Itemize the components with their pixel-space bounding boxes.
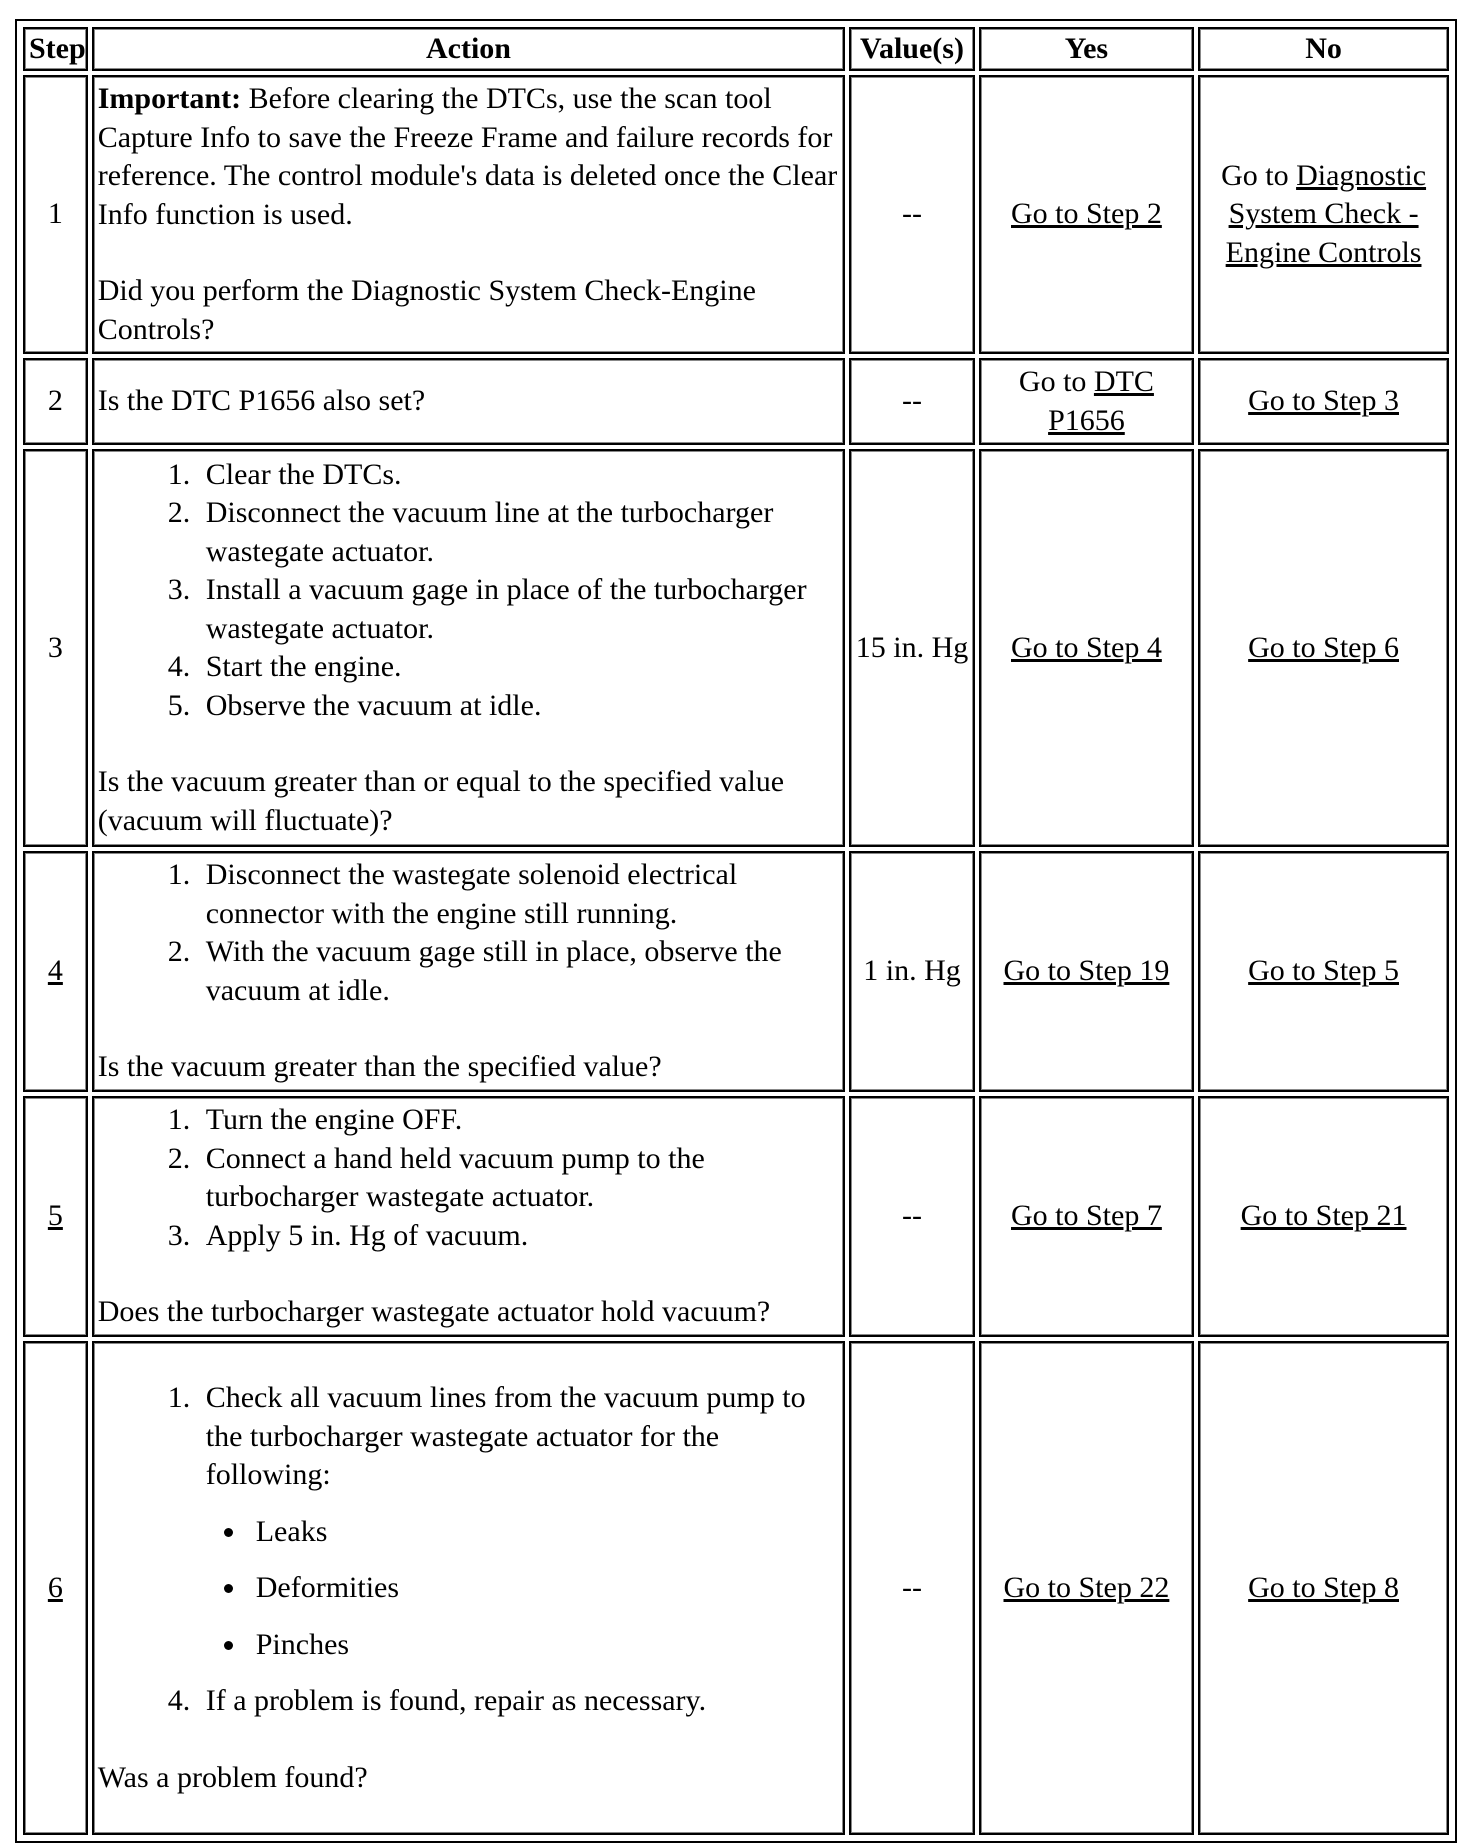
action-cell bbox=[92, 75, 846, 354]
table-row bbox=[23, 851, 1449, 1092]
step-number: 1 bbox=[23, 75, 88, 354]
important-note bbox=[98, 80, 840, 234]
table-row bbox=[23, 75, 1449, 354]
question-text: Does the turbocharger wastegate actuator hold vacuum? bbox=[97, 1295, 771, 1329]
no-cell bbox=[1198, 851, 1449, 1092]
header-values: Value(s) bbox=[849, 27, 974, 71]
yes-cell bbox=[979, 1096, 1194, 1337]
no-cell bbox=[1198, 1096, 1449, 1337]
value-cell: -- bbox=[849, 1096, 974, 1337]
action-cell bbox=[92, 851, 846, 1092]
list-item: 1. Disconnect the wastegate solenoid electrical connector with the engine still running. bbox=[198, 856, 840, 933]
bullet-item: • Deformities bbox=[248, 1569, 840, 1608]
yes-cell bbox=[979, 358, 1194, 445]
no-cell bbox=[1198, 75, 1449, 354]
question-text: Is the DTC P1656 also set? bbox=[97, 384, 426, 418]
question-text: Is the vacuum greater than or equal to the specified value (vacuum will fluctuate)? bbox=[97, 765, 785, 837]
yes-cell bbox=[979, 75, 1194, 354]
list-item: 2. Connect a hand held vacuum pump to the turbocharger wastegate actuator. bbox=[198, 1140, 840, 1217]
no-link[interactable]: Go to Step 6 bbox=[1248, 630, 1399, 664]
yes-cell bbox=[979, 1341, 1194, 1835]
question-text: Was a problem found? bbox=[97, 1760, 368, 1794]
header-row bbox=[23, 27, 1449, 71]
list-item: 2. With the vacuum gage still in place, observe the vacuum at idle. bbox=[198, 933, 840, 1010]
list-item: 1. Turn the engine OFF. bbox=[198, 1101, 840, 1140]
value-cell: 15 in. Hg bbox=[849, 449, 974, 847]
no-cell bbox=[1198, 1341, 1449, 1835]
yes-link[interactable]: Go to Step 4 bbox=[1011, 630, 1162, 664]
bullet-item: • Leaks bbox=[248, 1513, 840, 1552]
yes-link[interactable]: Go to Step 7 bbox=[1011, 1199, 1162, 1233]
value-cell: 1 in. Hg bbox=[849, 851, 974, 1092]
step-number[interactable]: 5 bbox=[23, 1096, 88, 1337]
no-cell bbox=[1198, 449, 1449, 847]
action-cell bbox=[92, 449, 846, 847]
header-no: No bbox=[1198, 27, 1449, 71]
value-cell: -- bbox=[849, 75, 974, 354]
step-number: 2 bbox=[23, 358, 88, 445]
table-row bbox=[23, 1341, 1449, 1835]
action-cell bbox=[92, 1096, 846, 1337]
no-link[interactable]: Go to Step 8 bbox=[1248, 1570, 1399, 1604]
yes-link[interactable]: Go to Step 2 bbox=[1011, 197, 1162, 231]
table-row bbox=[23, 1096, 1449, 1337]
yes-link[interactable]: Go to Step 22 bbox=[1003, 1570, 1170, 1604]
step-number[interactable]: 6 bbox=[23, 1341, 88, 1835]
diagnostic-table-frame bbox=[15, 19, 1457, 1843]
instruction-list bbox=[98, 1101, 840, 1255]
yes-link[interactable]: Go to Step 19 bbox=[1003, 954, 1170, 988]
table-row bbox=[23, 358, 1449, 445]
value-cell: -- bbox=[849, 358, 974, 445]
yes-link[interactable]: DTC P1656 bbox=[1048, 365, 1154, 437]
question-text: Is the vacuum greater than the specified value? bbox=[97, 1050, 662, 1084]
header-action: Action bbox=[92, 27, 846, 71]
no-prefix: Go to bbox=[1221, 158, 1297, 192]
yes-prefix: Go to bbox=[1018, 365, 1094, 398]
list-item: 3. Apply 5 in. Hg of vacuum. bbox=[198, 1217, 840, 1256]
instruction-list bbox=[98, 456, 840, 726]
step-number[interactable]: 4 bbox=[23, 851, 88, 1092]
value-cell: -- bbox=[849, 1341, 974, 1835]
question-text: Did you perform the Diagnostic System Check-Engine Controls? bbox=[97, 274, 756, 346]
no-link[interactable]: Go to Step 3 bbox=[1248, 384, 1399, 418]
diagnostic-table bbox=[19, 23, 1453, 1839]
list-item: 2. Disconnect the vacuum line at the turbocharger wastegate actuator. bbox=[198, 494, 840, 571]
no-link[interactable]: Go to Step 5 bbox=[1248, 954, 1399, 988]
list-item: 4. Start the engine. bbox=[198, 648, 840, 687]
list-item: 5. Observe the vacuum at idle. bbox=[198, 687, 840, 726]
important-text: Before clearing the DTCs, use the scan tool Capture Info to save the Freeze Frame and failure records for reference. The control module's data is deleted once the Clear Info function is used. bbox=[97, 82, 838, 231]
bullet-list bbox=[206, 1513, 840, 1665]
important-label: Important: bbox=[97, 82, 242, 115]
header-yes: Yes bbox=[979, 27, 1194, 71]
list-item: 3. Install a vacuum gage in place of the turbocharger wastegate actuator. bbox=[198, 571, 840, 648]
no-link[interactable]: Diagnostic System Check - Engine Controls bbox=[1225, 158, 1427, 269]
yes-cell bbox=[979, 851, 1194, 1092]
action-cell bbox=[92, 358, 846, 445]
yes-cell bbox=[979, 449, 1194, 847]
no-cell bbox=[1198, 358, 1449, 445]
header-step: Step bbox=[23, 27, 88, 71]
step-number: 3 bbox=[23, 449, 88, 847]
list-item: 4. If a problem is found, repair as necessary. bbox=[198, 1682, 840, 1721]
bullet-item: • Pinches bbox=[248, 1626, 840, 1665]
list-item bbox=[198, 1379, 840, 1664]
instruction-list bbox=[98, 856, 840, 1010]
list-item-text: Check all vacuum lines from the vacuum pump to the turbocharger wastegate actuator for the following: bbox=[205, 1381, 806, 1491]
action-cell bbox=[92, 1341, 846, 1835]
list-item: 1. Clear the DTCs. bbox=[198, 456, 840, 495]
table-row bbox=[23, 449, 1449, 847]
no-link[interactable]: Go to Step 21 bbox=[1240, 1199, 1407, 1233]
instruction-list bbox=[98, 1379, 840, 1721]
